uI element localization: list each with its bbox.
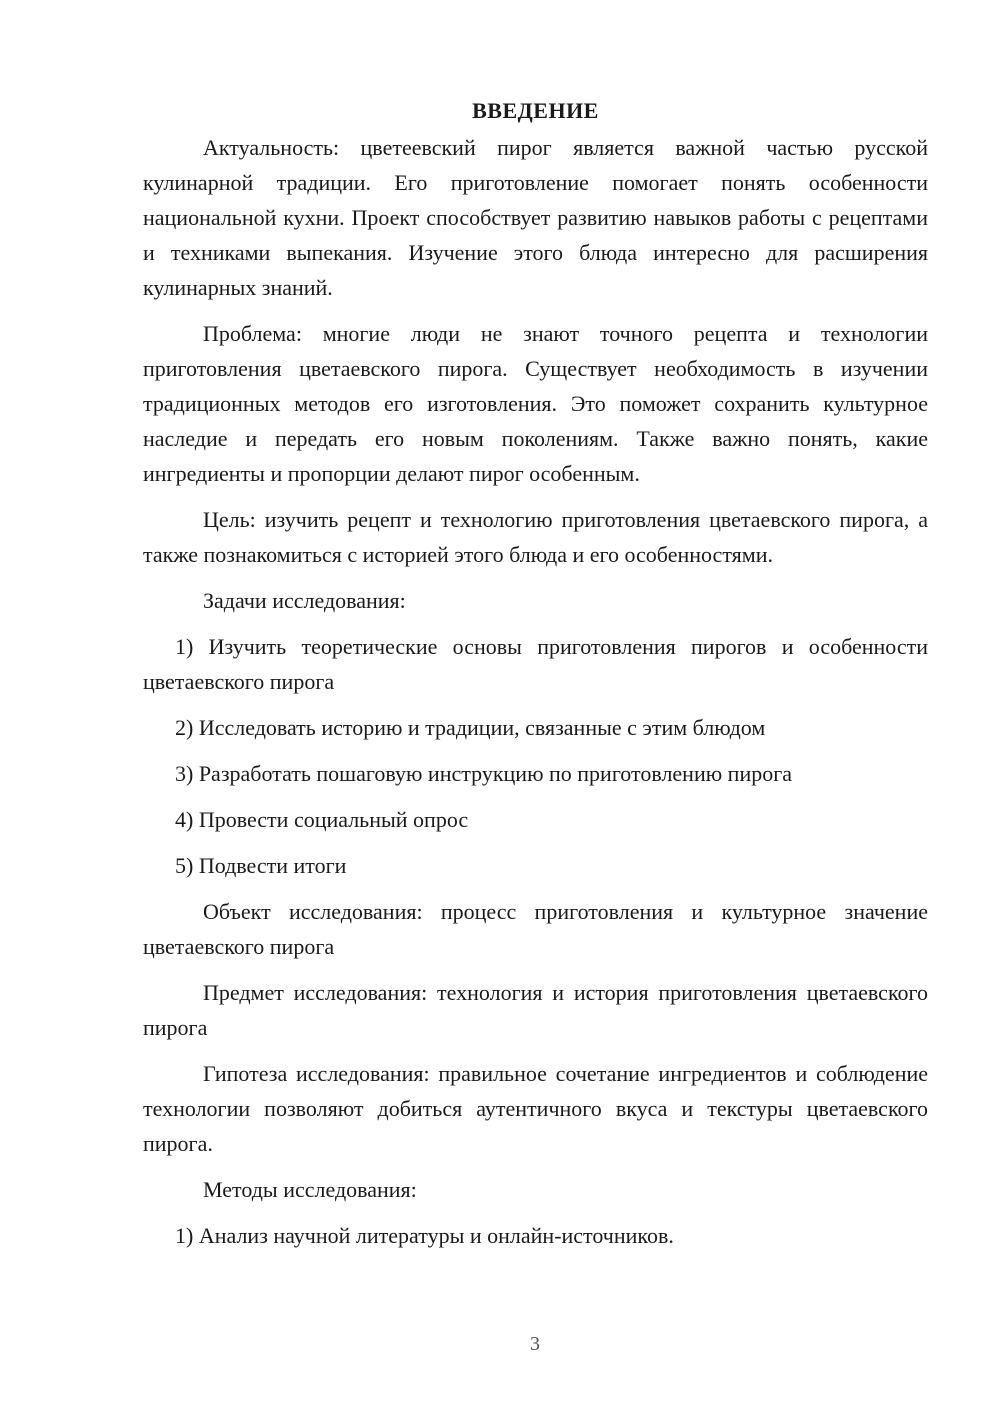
document-body: [143, 96, 928, 1253]
task-item: 5) Подвести итоги: [175, 853, 347, 878]
tasks-heading: Задачи исследования:: [203, 588, 406, 613]
task-item: 3) Разработать пошаговую инструкцию по приготовлению пирога: [175, 761, 792, 786]
task-item: 2) Исследовать историю и традиции, связанные с этим блюдом: [175, 715, 766, 740]
goal-paragraph: Цель: изучить рецепт и технологию приготовления цветаевского пирога, а также познакомиться с историей этого блюда и его особенностями.: [143, 507, 928, 567]
section-title: ВВЕДЕНИЕ: [472, 98, 599, 123]
problem-paragraph: Проблема: многие люди не знают точного рецепта и технологии приготовления цветаевского пирога. Существует необходимость в изучении традиционных методов его изготовления. Это поможет сохранить культурное наследие и передать его новым поколениям. Также важно понять, какие ингредиенты и пропорции делают пирог особенным.: [143, 321, 928, 486]
method-item: 1) Анализ научной литературы и онлайн-источников.: [175, 1223, 674, 1248]
task-item: 1) Изучить теоретические основы приготовления пирогов и особенности цветаевского пирога: [143, 634, 928, 694]
methods-heading: Методы исследования:: [203, 1177, 417, 1202]
object-paragraph: Объект исследования: процесс приготовления и культурное значение цветаевского пирога: [143, 899, 928, 959]
task-item: 4) Провести социальный опрос: [175, 807, 469, 832]
page-number: 3: [530, 1333, 540, 1355]
hypothesis-paragraph: Гипотеза исследования: правильное сочетание ингредиентов и соблюдение технологии позволяют добиться аутентичного вкуса и текстуры цветаевского пирога.: [143, 1061, 928, 1156]
relevance-paragraph: Актуальность: цветеевский пирог является важной частью русской кулинарной традиции. Его приготовление помогает понять особенности национальной кухни. Проект способствует развитию навыков работы с рецептами и техниками выпекания. Изучение этого блюда интересно для расширения кулинарных знаний.: [143, 135, 928, 300]
subject-paragraph: Предмет исследования: технология и история приготовления цветаевского пирога: [143, 980, 928, 1040]
